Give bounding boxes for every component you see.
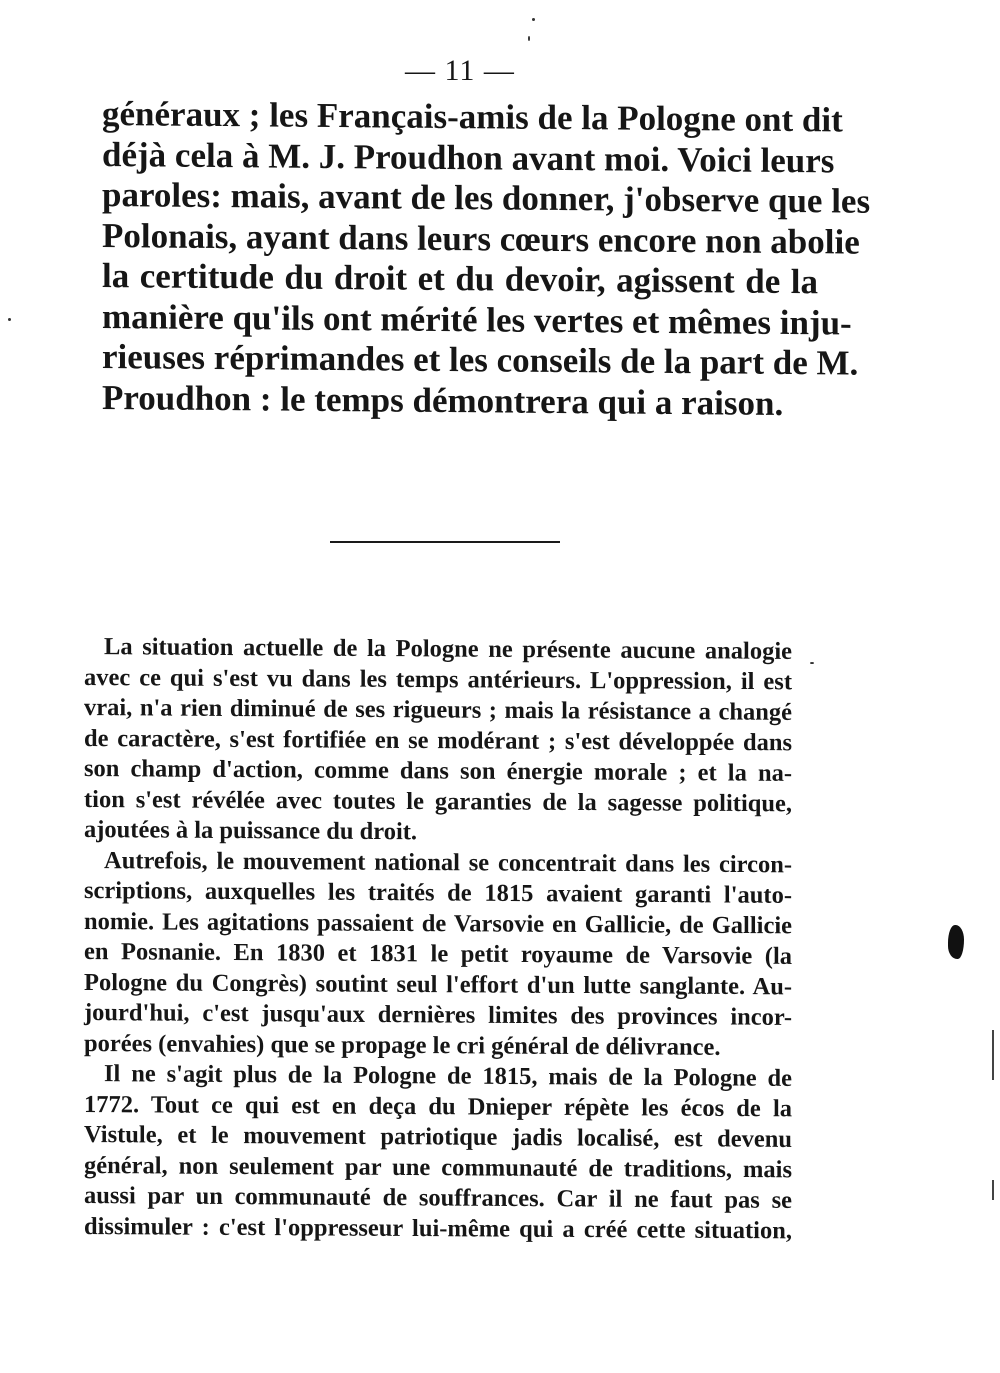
text-line: tion s'est révélée avec toutes le garanties de la sagesse politique, (84, 785, 792, 817)
text-line: Il ne s'agit plus de la Pologne de 1815, mais de la Pologne de (104, 1060, 792, 1092)
scan-speck (532, 18, 535, 21)
text-line: vrai, n'a rien diminué de ses rigueurs ; mais la résistance a changé (84, 694, 792, 726)
text-line: rieuses réprimandes et les conseils de la part de M. (102, 337, 859, 383)
text-line: Polonais, ayant dans leurs cœurs encore non abolie (102, 215, 860, 262)
text-line: aussi par un communauté de souffrances. Car il ne faut pas se (84, 1182, 792, 1214)
text-line: dissimuler : c'est l'oppresseur lui-même qui a créé cette situation, (84, 1212, 792, 1244)
text-line: jourd'hui, c'est jusqu'aux dernières limites des provinces incor- (84, 999, 792, 1031)
text-line: de caractère, s'est fortifiée en se modérant ; s'est développée dans (84, 724, 792, 756)
text-line: en Posnanie. En 1830 et 1831 le petit royaume de Varsovie (la (84, 938, 792, 970)
text-line: généraux ; les Français-amis de la Pologne ont dit (102, 94, 843, 140)
scan-speck (528, 36, 530, 41)
text-line: Pologne du Congrès) soutint seul l'effort d'un lutte sanglante. Au- (84, 968, 792, 1000)
text-line: paroles: mais, avant de les donner, j'observe que les (102, 175, 871, 221)
text-line: la certitude du droit et du devoir, agissent de la (102, 256, 818, 302)
text-line: manière qu'ils ont mérité les vertes et mêmes inju- (102, 296, 852, 343)
scan-edge-mark (992, 1030, 994, 1080)
text-line: général, non seulement par une communauté de traditions, mais (84, 1151, 792, 1183)
text-line: 1772. Tout ce qui est en deça du Dnieper répète les écos de la (84, 1090, 792, 1122)
ink-blot (948, 925, 964, 959)
text-line: Proudhon : le temps démontrera qui a raison. (102, 377, 784, 423)
text-line: La situation actuelle de la Pologne ne présente aucune analogie (104, 633, 792, 665)
text-line: Autrefois, le mouvement national se concentrait dans les circon- (104, 846, 792, 878)
page-number: — 11 — (405, 54, 515, 87)
text-line: déjà cela à M. J. Proudhon avant moi. Voici leurs (102, 134, 835, 180)
scan-speck (8, 318, 11, 321)
upper-text-block (102, 94, 871, 423)
text-line: avec ce qui s'est vu dans les temps antérieurs. L'oppression, il est (84, 663, 792, 695)
scan-edge-mark (992, 1180, 994, 1200)
section-divider (330, 541, 560, 543)
text-line: scriptions, auxquelles les traités de 1815 avaient garanti l'auto- (84, 877, 792, 909)
lower-text-block (84, 632, 792, 1242)
text-line: nomie. Les agitations passaient de Varsovie en Gallicie, de Gallicie (84, 907, 792, 939)
text-line: son champ d'action, comme dans son énergie morale ; et la na- (84, 755, 792, 787)
text-line: ajoutées à la puissance du droit. (84, 816, 418, 846)
scan-speck (810, 662, 814, 664)
text-line: porées (envahies) que se propage le cri général de délivrance. (84, 1029, 721, 1061)
text-line: Vistule, et le mouvement patriotique jadis localisé, est devenu (84, 1121, 792, 1153)
